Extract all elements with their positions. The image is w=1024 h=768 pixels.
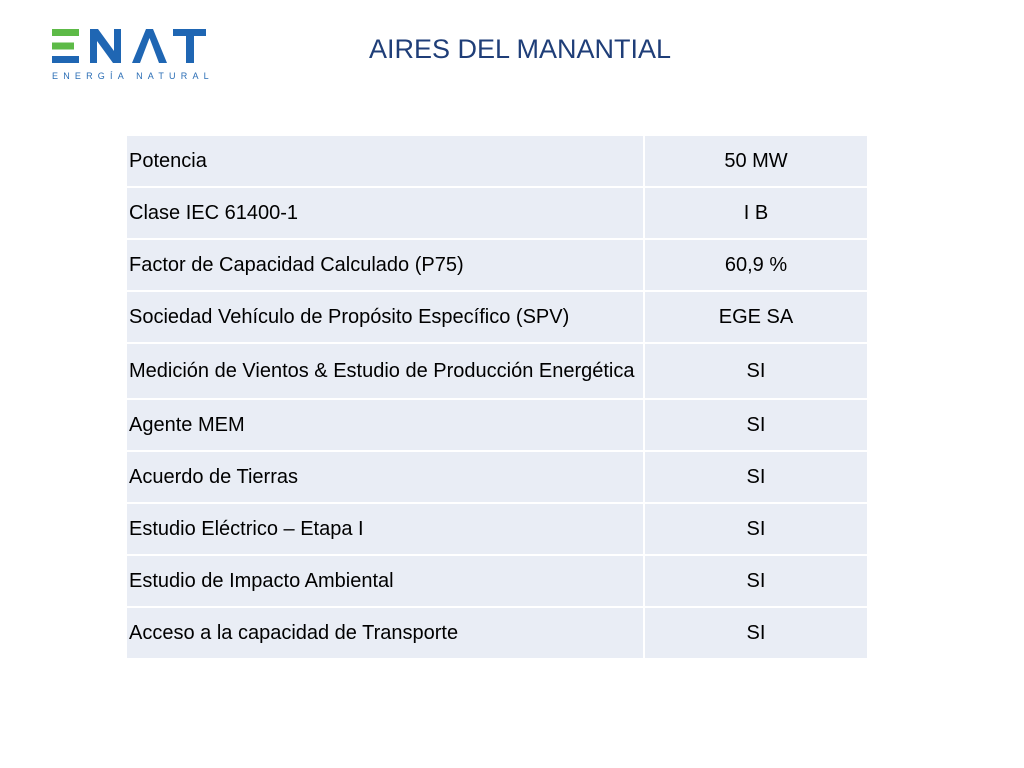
specs-table: [125, 134, 869, 660]
page-title: AIRES DEL MANANTIAL: [369, 34, 672, 64]
row-label: Estudio de Impacto Ambiental: [126, 555, 644, 607]
enat-logo: [52, 29, 212, 85]
row-value: I B: [644, 187, 868, 239]
row-label: Acceso a la capacidad de Transporte: [126, 607, 644, 659]
row-label: Acuerdo de Tierras: [126, 451, 644, 503]
row-label: Clase IEC 61400-1: [126, 187, 644, 239]
table-row: [126, 451, 868, 503]
enat-logo-mark: [52, 29, 206, 63]
row-value: 50 MW: [644, 135, 868, 187]
row-value: SI: [644, 399, 868, 451]
logo-tagline: ENERGÍA NATURAL: [52, 71, 214, 81]
row-value: SI: [644, 451, 868, 503]
row-value: SI: [644, 555, 868, 607]
row-value: SI: [644, 607, 868, 659]
row-label: Sociedad Vehículo de Propósito Específico (SPV): [126, 291, 644, 343]
row-value: SI: [644, 343, 868, 399]
table-row: [126, 555, 868, 607]
row-label: Agente MEM: [126, 399, 644, 451]
table-row: [126, 607, 868, 659]
row-value: SI: [644, 503, 868, 555]
table-row: [126, 291, 868, 343]
table-row: [126, 343, 868, 399]
table-row: [126, 135, 868, 187]
row-label: Potencia: [126, 135, 644, 187]
table-row: [126, 503, 868, 555]
row-label: Medición de Vientos & Estudio de Producción Energética: [126, 343, 644, 399]
table-row: [126, 239, 868, 291]
table-row: [126, 399, 868, 451]
table-row: [126, 187, 868, 239]
row-value: 60,9 %: [644, 239, 868, 291]
row-label: Factor de Capacidad Calculado (P75): [126, 239, 644, 291]
row-value: EGE SA: [644, 291, 868, 343]
row-label: Estudio Eléctrico – Etapa I: [126, 503, 644, 555]
